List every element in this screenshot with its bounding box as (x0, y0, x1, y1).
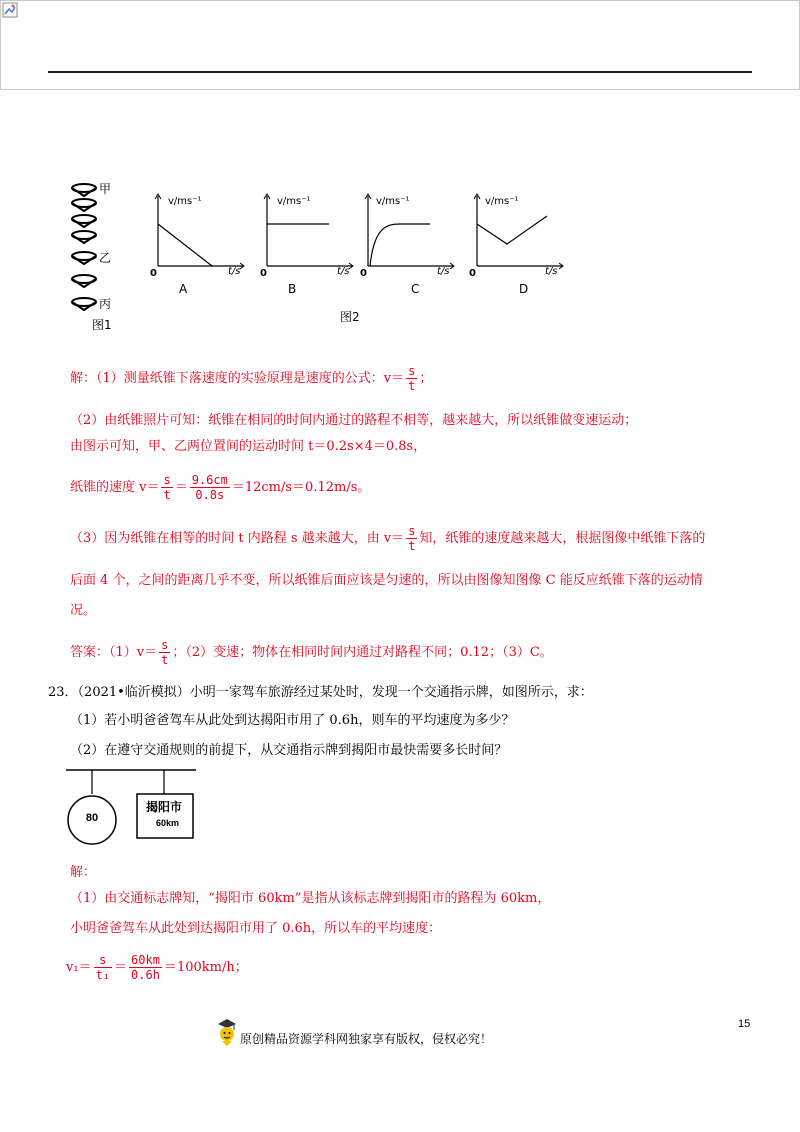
broken-image-icon (2, 2, 18, 18)
solution2-line1: （1）由交通标志牌知，“揭阳市 60km”是指从该标志牌到揭阳市的路程为 60km， (70, 891, 551, 906)
graph-c-yaxis-label: v/ms⁻¹ (376, 196, 410, 207)
solution1-line4: 纸锥的速度 v＝ $\frac{s}{t}$ ＝ $\frac{9.6cm}{0.8s}$ ＝12cm/s＝0.12m/s。 (70, 473, 371, 502)
fraction-distance-over-time: $\frac{60km}{0.6h}$ (131, 953, 160, 982)
solution2-head: 解： (70, 865, 97, 880)
answer-line: 答案：（1）v＝ $\frac{s}{t}$ ；（2）变速；物体在相同时间内通过对路程不同；0.12；（3）C。 (70, 638, 553, 667)
graph-b-xaxis-label: t/s (337, 266, 350, 277)
graph-c-label: C (411, 282, 420, 296)
solution1-line5: （3）因为纸锥在相等的时间 t 内路程 s 越来越大，由 v＝ $\frac{s}{t}$ 知，纸锥的速度越来越大，根据图像中纸锥下落的 (70, 524, 706, 553)
solution1-line2: （2）由纸锥照片可知：纸锥在相同的时间内通过的路程不相等，越来越大，所以纸锥做变速运动； (70, 413, 638, 428)
graph-b-yaxis-label: v/ms⁻¹ (277, 196, 311, 207)
graph-c-xaxis-label: t/s (437, 266, 450, 277)
speed-limit-value: 80 (85, 812, 99, 824)
figure-1-caption: 图1 (92, 318, 112, 332)
traffic-sign-drawing (64, 764, 204, 854)
page-number: 15 (738, 1018, 751, 1030)
fraction-distance-over-time: $\frac{9.6cm}{0.8s}$ (191, 473, 228, 502)
figure-2-caption: 图2 (340, 310, 360, 324)
solution1-line6: 后面 4 个，之间的距离几乎不变，所以纸锥后面应该是匀速的，所以由图像知图像 C 能反应纸锥下落的运动情 (70, 573, 703, 588)
header-frame (0, 0, 800, 90)
solution1-line3: 由图示可知，甲、乙两位置间的运动时间 t＝0.2s×4＝0.8s， (70, 439, 427, 454)
sign-city-name: 揭阳市 (146, 800, 183, 814)
question-23-title: 23．（2021•临沂模拟）小明一家驾车旅游经过某处时，发现一个交通指示牌，如图所示，求： (48, 685, 593, 700)
graph-a-label: A (179, 282, 188, 296)
solution1-line7: 况。 (70, 603, 97, 618)
fraction-s-over-t: $\frac{s}{t}$ (408, 524, 416, 553)
label-yi: 乙 (99, 251, 112, 265)
solution2-line2: 小明爸爸驾车从此处到达揭阳市用了 0.6h，所以车的平均速度： (70, 921, 442, 936)
mascot-icon (214, 1016, 240, 1048)
graph-a-yaxis-label: v/ms⁻¹ (168, 196, 202, 207)
graph-a-origin: 0 (150, 268, 157, 279)
header-rule (48, 71, 752, 73)
fraction-s-over-t: $\frac{s}{t}$ (161, 638, 169, 667)
graph-b-origin: 0 (260, 268, 267, 279)
sign-distance: 60km (156, 818, 180, 828)
fraction-s-over-t1: $\frac{s}{\text{t₁}}$ (95, 953, 111, 982)
solution1-line1: 解：（1）测量纸锥下落速度的实验原理是速度的公式：v＝ $\frac{s}{t}$ ； (70, 364, 433, 393)
graph-b-label: B (288, 282, 297, 296)
graph-d-yaxis-label: v/ms⁻¹ (485, 196, 519, 207)
question-23-part1: （1）若小明爸爸驾车从此处到达揭阳市用了 0.6h，则车的平均速度为多少？ (70, 713, 515, 728)
graph-d-origin: 0 (469, 268, 476, 279)
copyright-notice: 原创精品资源学科网独家享有版权，侵权必究！ (240, 1032, 493, 1046)
graph-d-xaxis-label: t/s (545, 266, 558, 277)
graph-c-origin: 0 (360, 268, 367, 279)
label-bing: 丙 (99, 297, 112, 311)
label-jia: 甲 (99, 182, 112, 196)
question-23-part2: （2）在遵守交通规则的前提下，从交通指示牌到揭阳市最快需要多长时间？ (70, 743, 508, 758)
graph-d-label: D (519, 282, 529, 296)
cone-stack-illustration (68, 178, 128, 318)
graph-a-xaxis-label: t/s (228, 266, 241, 277)
fraction-s-over-t: $\frac{s}{t}$ (163, 473, 171, 502)
solution2-line3: v₁＝ $\frac{s}{\text{t₁}}$ ＝ $\frac{60km}{0.6h}$ ＝100km/h； (66, 953, 248, 982)
fraction-s-over-t: $\frac{s}{t}$ (408, 364, 416, 393)
